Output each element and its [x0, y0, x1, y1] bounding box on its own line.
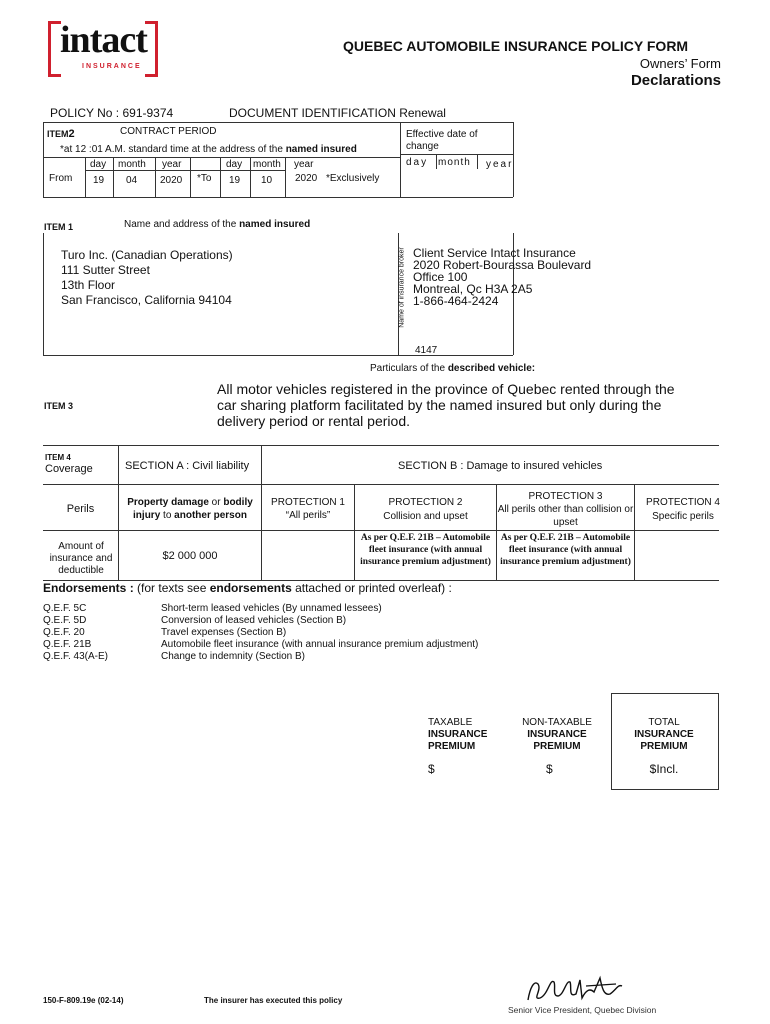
protection-1-sub: “All perils”	[285, 510, 331, 521]
from-day-header: day	[90, 159, 107, 170]
broker-line: 1-866-464-2424	[413, 294, 499, 308]
endorsements-heading: Endorsements : (for texts see endorsements attached or printed overleaf) :	[43, 581, 452, 595]
total-line3: PREMIUM	[640, 741, 688, 752]
non-taxable-premium-value: $	[546, 762, 553, 776]
broker-line: Office 100	[413, 270, 468, 284]
non-taxable-line1: NON-TAXABLE	[522, 717, 592, 728]
form-code: 150-F-809.19e (02-14)	[43, 996, 124, 1005]
non-taxable-line2: INSURANCE	[527, 729, 587, 740]
endorsement-code: Q.E.F. 21B	[43, 639, 92, 650]
to-year-header: year	[294, 159, 314, 170]
protection-1-title: PROTECTION 1	[271, 497, 345, 508]
endorsement-desc: Conversion of leased vehicles (Section B)	[161, 615, 347, 626]
total-line2: INSURANCE	[634, 729, 694, 740]
effective-day-header: day	[406, 157, 429, 168]
section-a-header: SECTION A : Civil liability	[125, 460, 250, 472]
protection-3-sub: All perils other than collision or upset	[497, 504, 634, 528]
protection-2	[355, 496, 496, 524]
protection-3-title: PROTECTION 3	[528, 491, 603, 502]
protection-3-amount: As per Q.E.F. 21B – Automobile fleet insurance (with annual insurance premium adjustment)	[500, 533, 631, 567]
form-type: Owners’ Form	[639, 56, 721, 71]
signature-title: Senior Vice President, Quebec Division	[508, 1005, 657, 1015]
insured-line: 111 Sutter Street	[61, 263, 150, 277]
total-premium-value: $Incl.	[649, 762, 679, 776]
from-year-header: year	[162, 159, 182, 170]
effective-month-header: month	[438, 157, 471, 168]
protection-4-sub: Specific perils	[652, 511, 714, 522]
vehicle-heading: Particulars of the described vehicle:	[370, 363, 536, 374]
to-day-header: day	[226, 159, 243, 170]
perils-section-a: Property damage or bodily injury to another person	[127, 497, 253, 521]
taxable-premium-header	[428, 717, 487, 753]
to-month-header: month	[253, 159, 281, 170]
form-title: QUEBEC AUTOMOBILE INSURANCE POLICY FORM	[343, 38, 689, 54]
insured-line: San Francisco, California 94104	[61, 293, 232, 307]
taxable-line1: TAXABLE	[428, 717, 473, 728]
endorsement-code: Q.E.F. 20	[43, 627, 85, 638]
effective-date-label: Effective date of change	[406, 129, 478, 152]
perils-label: Perils	[66, 503, 95, 515]
protection-2-amount: As per Q.E.F. 21B – Automobile fleet insurance (with annual insurance premium adjustment)	[360, 533, 491, 567]
to-year: 2020	[295, 173, 318, 184]
from-month: 04	[126, 175, 138, 186]
item1-label: ITEM 1	[44, 222, 74, 232]
section-b-header: SECTION B : Damage to insured vehicles	[398, 460, 603, 472]
to-label: *To	[197, 173, 212, 184]
endorsement-descriptions	[161, 603, 478, 663]
document-identification: DOCUMENT IDENTIFICATION Renewal	[229, 106, 446, 120]
coverage-label: Coverage	[45, 463, 93, 475]
from-month-header: month	[118, 159, 146, 170]
endorsement-desc: Travel expenses (Section B)	[161, 627, 287, 638]
taxable-line2: INSURANCE	[428, 729, 488, 740]
endorsement-code: Q.E.F. 43(A-E)	[43, 651, 109, 662]
amount-label: Amount of insurance and deductible	[49, 541, 113, 576]
logo-wordmark: intact	[60, 19, 147, 61]
endorsement-desc: Automobile fleet insurance (with annual insurance premium adjustment)	[161, 639, 479, 650]
to-day: 19	[229, 175, 241, 186]
insured-address	[61, 248, 233, 308]
to-month: 10	[261, 175, 273, 186]
non-taxable-premium-header	[512, 717, 602, 753]
item3-label: ITEM 3	[44, 401, 74, 411]
vehicle-description: All motor vehicles registered in the province of Quebec rented through the car sharing platform facilitated by the named insured but only during the delivery period or rental period.	[217, 381, 675, 429]
protection-1	[262, 496, 354, 522]
protection-2-sub: Collision and upset	[383, 511, 468, 522]
insured-heading: Name and address of the named insured	[124, 219, 311, 230]
effective-year-header: year	[486, 159, 514, 170]
protection-3	[497, 490, 634, 529]
endorsement-codes	[43, 603, 108, 663]
total-premium-header	[618, 717, 710, 753]
taxable-line3: PREMIUM	[428, 741, 476, 752]
broker-address	[413, 247, 591, 307]
non-taxable-line3: PREMIUM	[533, 741, 581, 752]
logo-subtitle: INSURANCE	[82, 63, 142, 70]
insured-line: 13th Floor	[61, 278, 116, 292]
protection-4-title: PROTECTION 4	[646, 497, 720, 508]
endorsement-code: Q.E.F. 5D	[43, 615, 87, 626]
executed-statement: The insurer has executed this policy	[204, 996, 343, 1005]
declarations-title: Declarations	[630, 72, 721, 89]
from-year: 2020	[160, 175, 183, 186]
protection-2-title: PROTECTION 2	[388, 497, 463, 508]
broker-vertical-label: Name of insurance broker	[398, 247, 406, 328]
from-label: From	[49, 173, 73, 184]
insured-line: Turo Inc. (Canadian Operations)	[61, 248, 233, 262]
amount-section-a: $2 000 000	[162, 550, 218, 562]
item4-label: ITEM 4	[45, 453, 71, 462]
contract-note: *at 12 :01 A.M. standard time at the address of the named insured	[60, 144, 357, 155]
endorsement-code: Q.E.F. 5C	[43, 603, 87, 614]
broker-code: 4147	[415, 345, 438, 356]
taxable-premium-value: $	[428, 762, 435, 776]
endorsement-desc: Short-term leased vehicles (By unnamed lessees)	[161, 603, 382, 614]
broker-line: 2020 Robert-Bourassa Boulevard	[413, 258, 592, 272]
from-day: 19	[93, 175, 105, 186]
exclusively-note: *Exclusively	[326, 173, 380, 184]
signature-image	[520, 970, 630, 1010]
policy-number: POLICY No : 691-9374	[50, 106, 174, 120]
endorsement-desc: Change to indemnity (Section B)	[161, 651, 305, 662]
protection-4	[635, 496, 731, 524]
contract-period-label: CONTRACT PERIOD	[120, 126, 217, 137]
broker-line: Client Service Intact Insurance	[413, 246, 576, 260]
item2-label: ITEM2	[47, 128, 75, 140]
broker-line: Montreal, Qc H3A 2A5	[413, 282, 533, 296]
total-line1: TOTAL	[648, 717, 680, 728]
